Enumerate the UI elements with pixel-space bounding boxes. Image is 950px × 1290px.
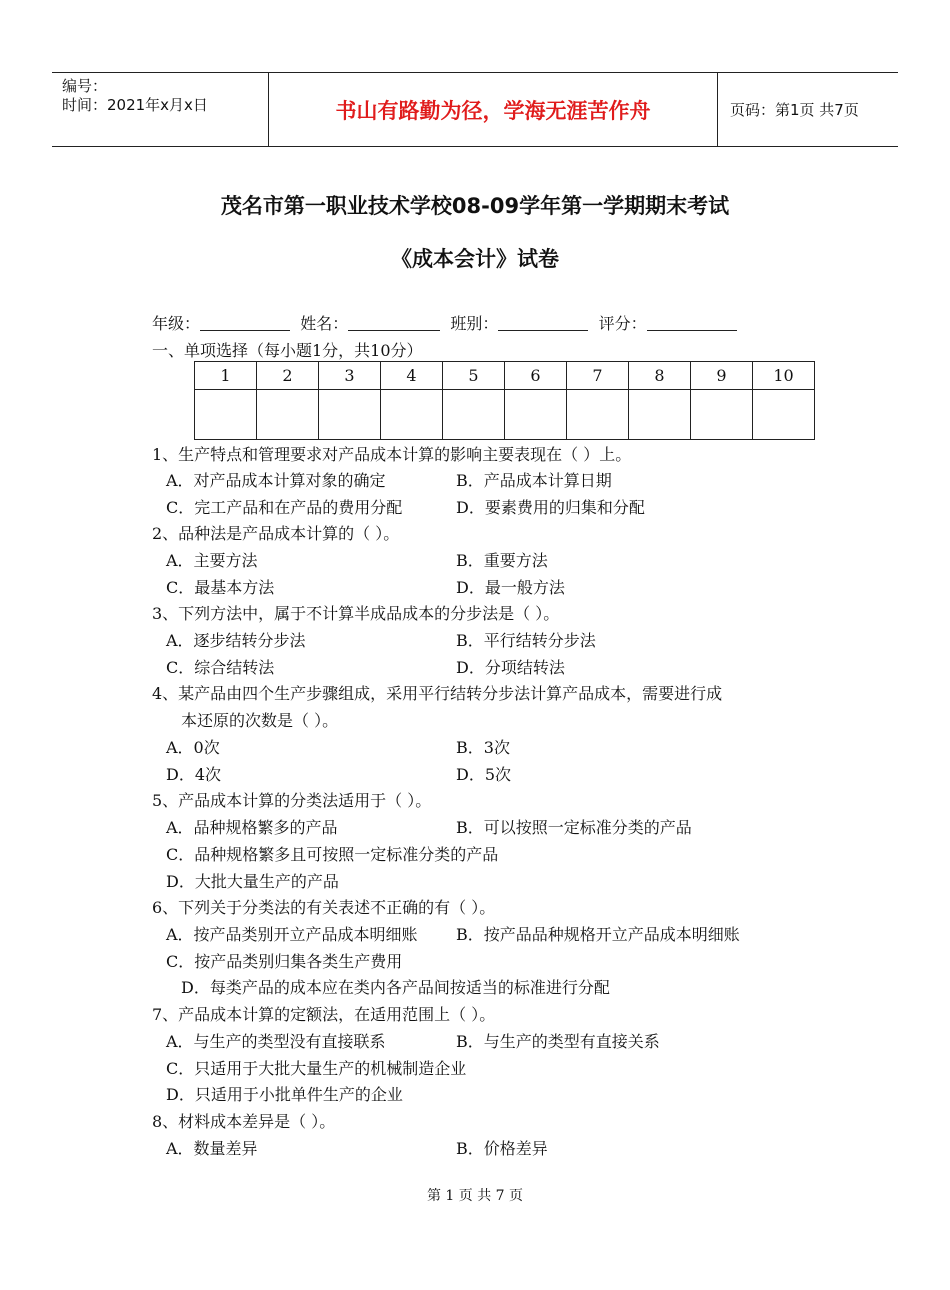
question-3-option-d: D．分项结转法: [456, 658, 565, 677]
answer-col-header: 3: [319, 362, 381, 390]
question-3-option-a: A．逐步结转分步法: [166, 631, 306, 650]
question-6-option-c: C．按产品类别归集各类生产费用: [166, 952, 403, 971]
question-4-option-c: D．4次: [166, 765, 222, 784]
question-6-option-d: D．每类产品的成本应在类内各产品间按适当的标准进行分配: [181, 978, 610, 997]
question-5-option-c: C．品种规格繁多且可按照一定标准分类的产品: [166, 845, 499, 864]
answer-col-header: 1: [195, 362, 257, 390]
question-6-option-b: B．按产品品种规格开立产品成本明细账: [456, 925, 740, 944]
time-label: 时间：2021年x月x日: [62, 96, 208, 114]
question-1-option-a: A．对产品成本计算对象的确定: [166, 471, 386, 490]
answer-col-header: 5: [443, 362, 505, 390]
document-header: [52, 72, 898, 147]
question-3-stem: 3、下列方法中，属于不计算半成品成本的分步法是（ ）。: [152, 604, 560, 623]
question-6-option-a: A．按产品类别开立产品成本明细账: [166, 925, 418, 944]
section-title: 一、单项选择（每小题1分，共10分）: [152, 341, 423, 360]
answer-col-header: 10: [753, 362, 815, 390]
answer-cell[interactable]: [691, 390, 753, 440]
question-4-option-b: B．3次: [456, 738, 510, 757]
question-8-option-a: A．数量差异: [166, 1139, 258, 1158]
class-label: 班别：: [450, 314, 499, 333]
question-5-stem: 5、产品成本计算的分类法适用于（ ）。: [152, 791, 432, 810]
question-7-option-c: C．只适用于大批大量生产的机械制造企业: [166, 1059, 467, 1078]
question-8-option-b: B．价格差异: [456, 1139, 548, 1158]
grade-blank[interactable]: [200, 314, 290, 331]
exam-title: 茂名市第一职业技术学校08-09学年第一学期期末考试: [220, 194, 730, 218]
answer-table-header-row: [195, 362, 815, 390]
question-2-option-d: D．最一般方法: [456, 578, 565, 597]
answer-col-header: 8: [629, 362, 691, 390]
question-4-stem: 4、某产品由四个生产步骤组成，采用平行结转分步法计算产品成本，需要进行成: [152, 684, 723, 703]
question-1-option-d: D．要素费用的归集和分配: [456, 498, 645, 517]
question-3-option-b: B．平行结转分步法: [456, 631, 596, 650]
answer-col-header: 4: [381, 362, 443, 390]
answer-cell[interactable]: [567, 390, 629, 440]
question-8-stem: 8、材料成本差异是（ ）。: [152, 1112, 336, 1131]
question-2-option-c: C．最基本方法: [166, 578, 275, 597]
answer-cell[interactable]: [381, 390, 443, 440]
score-label: 评分：: [598, 314, 647, 333]
question-4-option-d: D．5次: [456, 765, 512, 784]
question-7-option-b: B．与生产的类型有直接关系: [456, 1032, 660, 1051]
question-6-stem: 6、下列关于分类法的有关表述不正确的有（ ）。: [152, 898, 496, 917]
question-7-option-d: D．只适用于小批单件生产的企业: [166, 1085, 403, 1104]
answer-cell[interactable]: [195, 390, 257, 440]
question-7-stem: 7、产品成本计算的定额法，在适用范围上（ ）。: [152, 1005, 496, 1024]
answer-col-header: 7: [567, 362, 629, 390]
question-1-option-b: B．产品成本计算日期: [456, 471, 612, 490]
question-2-stem: 2、品种法是产品成本计算的（ ）。: [152, 524, 400, 543]
answer-cell[interactable]: [505, 390, 567, 440]
motto: 书山有路勤为径，学海无涯苦作舟: [268, 73, 718, 146]
answer-cell[interactable]: [257, 390, 319, 440]
answer-col-header: 2: [257, 362, 319, 390]
answer-table-input-row: [195, 390, 815, 440]
student-info-line: [152, 311, 737, 334]
question-3-option-c: C．综合结转法: [166, 658, 275, 677]
answer-col-header: 9: [691, 362, 753, 390]
answer-cell[interactable]: [629, 390, 691, 440]
question-5-option-a: A．品种规格繁多的产品: [166, 818, 338, 837]
number-label: 编号：: [62, 77, 108, 95]
question-5-option-d: D．大批大量生产的产品: [166, 872, 339, 891]
answer-cell[interactable]: [753, 390, 815, 440]
question-7-option-a: A．与生产的类型没有直接联系: [166, 1032, 386, 1051]
name-blank[interactable]: [348, 314, 440, 331]
question-4-option-a: A．0次: [166, 738, 220, 757]
question-2-option-b: B．重要方法: [456, 551, 548, 570]
page-footer: 第 1 页 共 7 页: [426, 1188, 524, 1204]
grade-label: 年级：: [152, 314, 201, 333]
page-info: 页码：第1页 共7页: [730, 101, 859, 119]
question-4-stem-continued: 本还原的次数是（ ）。: [181, 711, 339, 730]
question-1-stem: 1、生产特点和管理要求对产品成本计算的影响主要表现在（ ）上。: [152, 445, 632, 464]
exam-subtitle: 《成本会计》试卷: [391, 247, 559, 271]
answer-table: [194, 361, 815, 440]
question-2-option-a: A．主要方法: [166, 551, 258, 570]
question-5-option-b: B．可以按照一定标准分类的产品: [456, 818, 692, 837]
answer-cell[interactable]: [319, 390, 381, 440]
answer-col-header: 6: [505, 362, 567, 390]
name-label: 姓名：: [300, 314, 349, 333]
class-blank[interactable]: [498, 314, 588, 331]
score-blank[interactable]: [647, 314, 737, 331]
header-left-cell: [52, 73, 268, 146]
answer-cell[interactable]: [443, 390, 505, 440]
question-1-option-c: C．完工产品和在产品的费用分配: [166, 498, 403, 517]
